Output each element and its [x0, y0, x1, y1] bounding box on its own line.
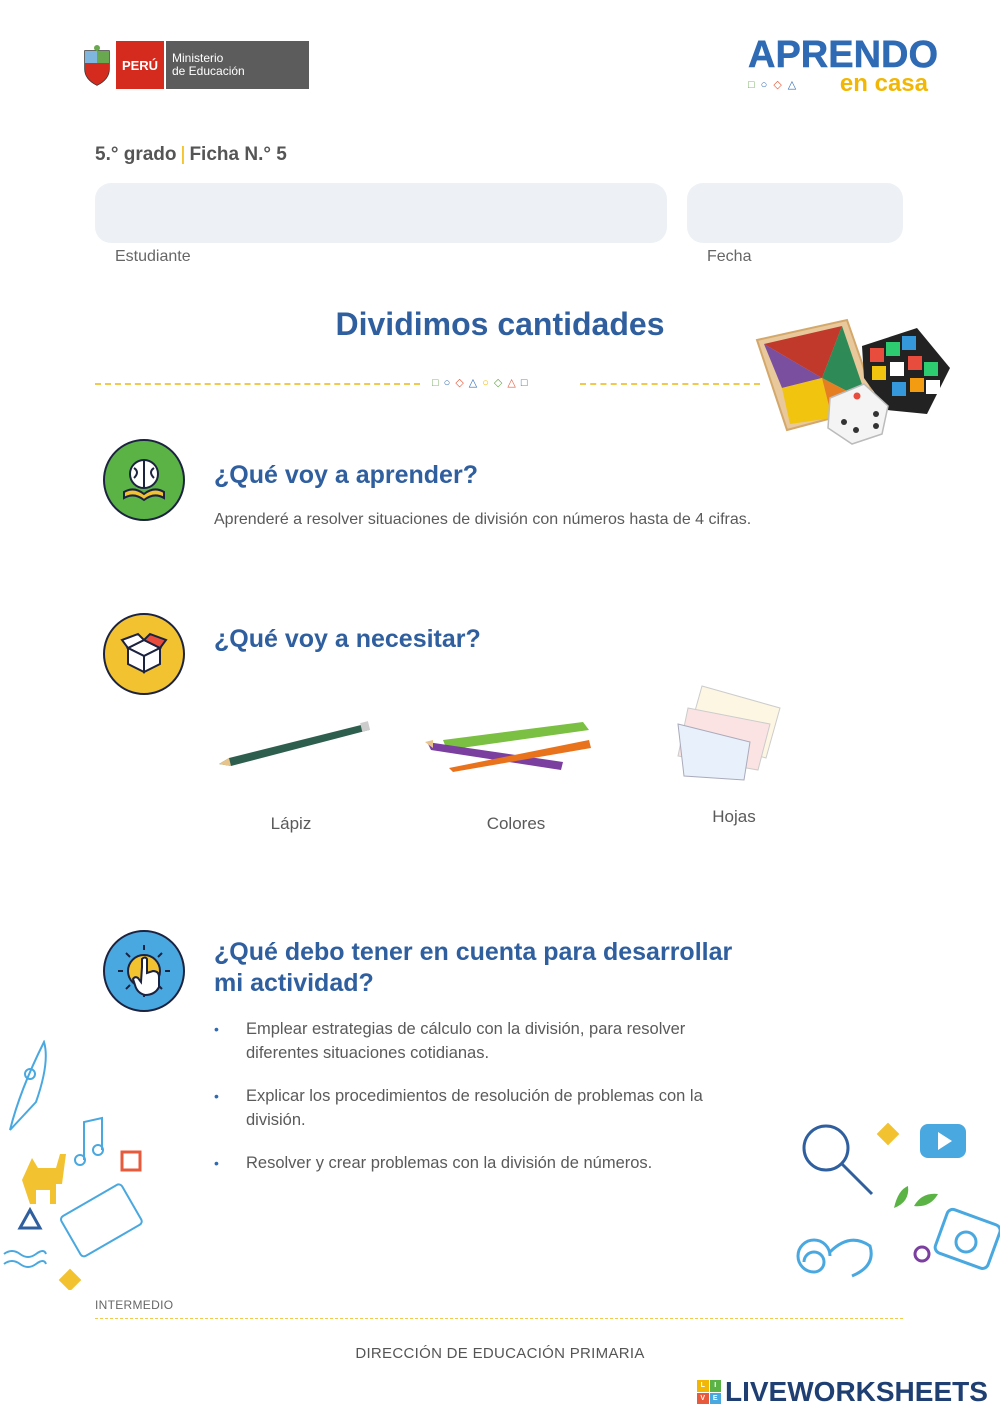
grade-level: 5.° grado	[95, 144, 177, 165]
divider-right	[580, 383, 760, 385]
section-consider-title	[214, 937, 732, 999]
toys-illustration-icon	[752, 318, 952, 446]
ministry-logo	[78, 41, 309, 89]
bullet-dot-icon: •	[214, 1155, 219, 1171]
open-box-icon	[103, 613, 185, 695]
aprendo-en-casa-logo	[748, 34, 939, 97]
footer-divider	[95, 1318, 903, 1319]
material-label-sheets: Hojas	[712, 807, 756, 826]
grade-separator: |	[180, 144, 186, 165]
brand-title: APRENDO	[748, 34, 939, 76]
ministry-label	[164, 41, 309, 89]
section-consider-title-line-1: ¿Qué debo tener en cuenta para desarrollar	[214, 938, 733, 966]
page-title: Dividimos cantidades	[335, 306, 665, 342]
divider-shapes-icon: □○◇△○◇△□	[432, 377, 533, 389]
list-item-line-2: división.	[246, 1111, 306, 1129]
date-field[interactable]	[687, 183, 903, 243]
student-name-field[interactable]	[95, 183, 667, 243]
list-item	[214, 1084, 814, 1132]
brand-subtitle: en casa	[839, 70, 928, 97]
list-item-line-2: diferentes situaciones cotidianas.	[246, 1044, 490, 1062]
material-label-colors: Colores	[486, 814, 546, 833]
material-label-pencil: Lápiz	[270, 814, 312, 833]
brand-shapes-icon: □○◇△	[748, 79, 803, 91]
level-label: INTERMEDIO	[95, 1298, 174, 1312]
list-item-line-1: Resolver y crear problemas con la división de números.	[246, 1154, 653, 1172]
colored-pencils-icon	[423, 718, 593, 779]
list-item-line-1: Explicar los procedimientos de resolución de problemas con la	[246, 1087, 703, 1105]
list-item	[214, 1151, 814, 1175]
section-need-title: ¿Qué voy a necesitar?	[214, 625, 481, 653]
bullet-dot-icon: •	[214, 1021, 219, 1037]
country-label: PERÚ	[116, 41, 164, 89]
grade-heading	[95, 144, 287, 166]
sheet-number: Ficha N.° 5	[189, 144, 287, 165]
ministry-line-2: de Educación	[172, 64, 245, 78]
liveworksheets-logo-icon: L I V E	[697, 1380, 721, 1404]
bullet-dot-icon: •	[214, 1088, 219, 1104]
doodles-right-icon	[790, 1112, 1000, 1307]
pointing-hand-icon	[103, 930, 185, 1012]
considerations-list	[214, 1017, 814, 1194]
liveworksheets-watermark	[697, 1376, 988, 1408]
doodles-left-icon	[0, 1040, 160, 1295]
date-label: Fecha	[707, 248, 752, 265]
ministry-line-1: Ministerio	[172, 51, 224, 65]
student-label: Estudiante	[115, 248, 191, 265]
section-learn-text: Aprenderé a resolver situaciones de división con números hasta de 4 cifras.	[214, 511, 752, 528]
brain-book-icon	[103, 439, 185, 521]
section-learn-title: ¿Qué voy a aprender?	[214, 461, 478, 489]
pencil-icon	[215, 720, 373, 775]
watermark-text: LIVEWORKSHEETS	[725, 1376, 988, 1407]
list-item-line-1: Emplear estrategias de cálculo con la división, para resolver	[246, 1020, 686, 1038]
list-item	[214, 1017, 814, 1065]
paper-sheets-icon	[674, 684, 784, 787]
section-consider-title-line-2: mi actividad?	[214, 969, 374, 997]
footer-direction: DIRECCIÓN DE EDUCACIÓN PRIMARIA	[355, 1345, 645, 1362]
coat-of-arms-icon	[78, 41, 116, 89]
divider-left	[95, 383, 420, 385]
